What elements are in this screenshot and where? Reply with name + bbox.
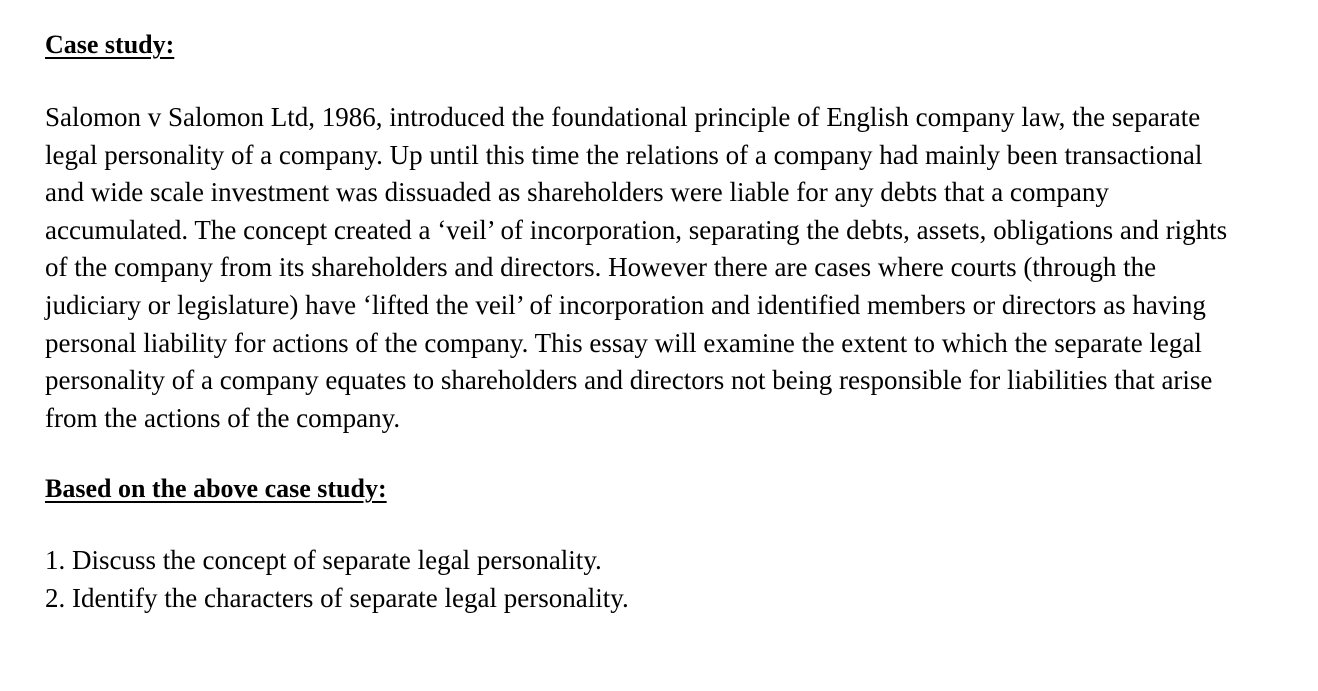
case-study-heading: Case study: <box>45 30 175 59</box>
question-item-2: 2. Identify the characters of separate legal personality. <box>45 582 629 613</box>
question-item-1: 1. Discuss the concept of separate legal personality. <box>45 545 602 576</box>
questions-list <box>45 542 1275 617</box>
questions-heading: Based on the above case study: <box>45 474 387 504</box>
document-page <box>45 26 1275 618</box>
case-study-paragraph: Salomon v Salomon Ltd, 1986, introduced the foundational principle of English company law, the separate legal personality of a company. Up until this time the relations of a company had mainly been transactional and wide scale investment was dissuaded as shareholders were liable for any debts that a company accumulated. The concept created a ‘veil’ of incorporation, separating the debts, assets, obligations and rights of the company from its shareholders and directors. However there are cases where courts (through the judiciary or legislature) have ‘lifted the veil’ of incorporation and identified members or directors as having personal liability for actions of the company. This essay will examine the extent to which the separate legal personality of a company equates to shareholders and directors not being responsible for liabilities that arise from the actions of the company. <box>45 102 1228 433</box>
